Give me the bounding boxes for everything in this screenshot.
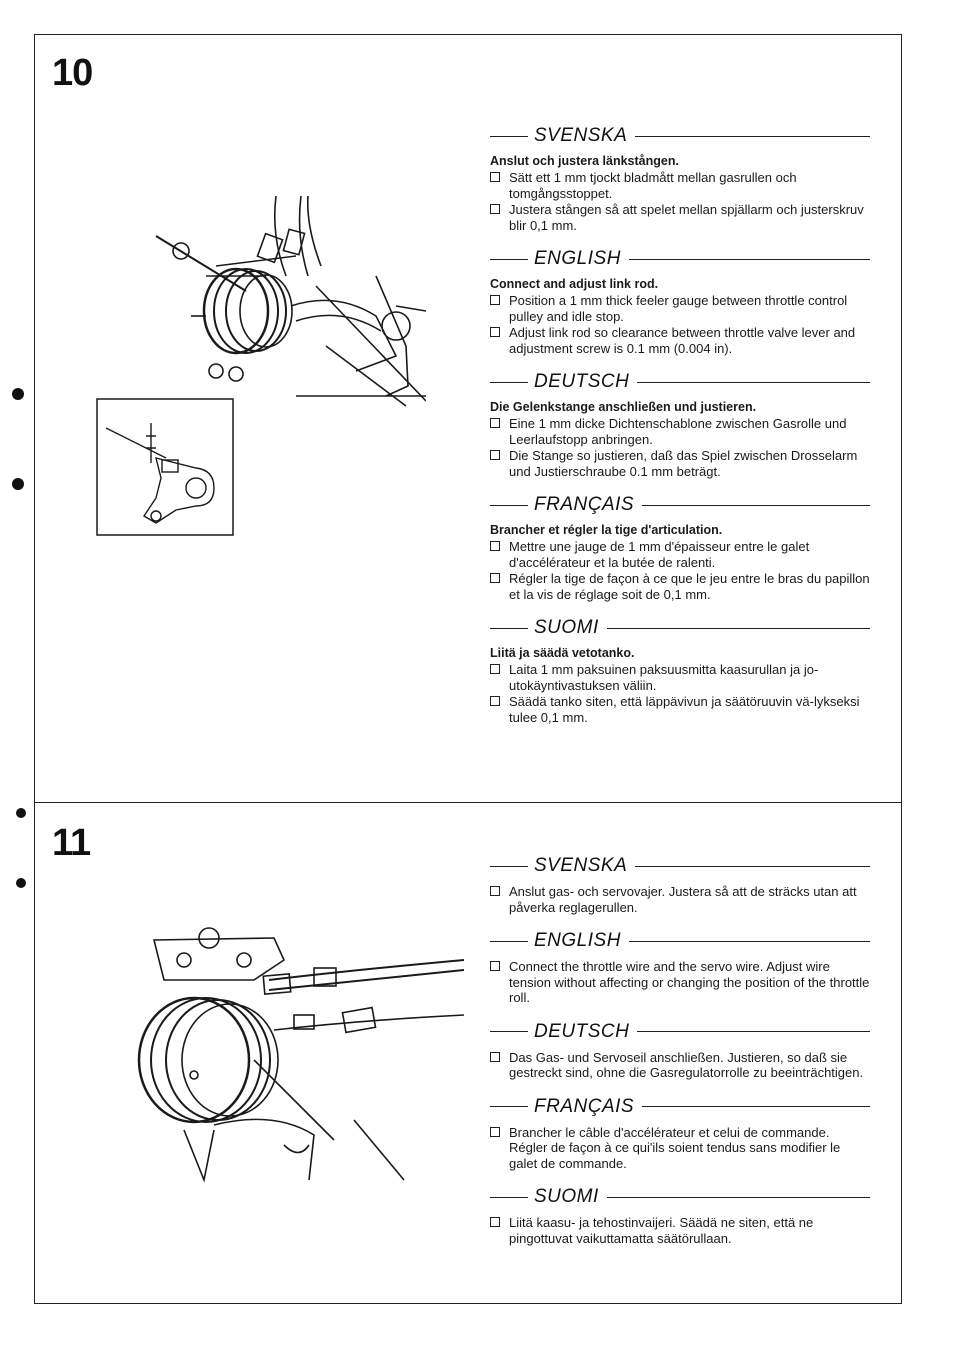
language-header: ENGLISH (490, 247, 870, 271)
checkbox-icon (490, 1217, 500, 1227)
checkbox-icon (490, 886, 500, 896)
section-deutsch (490, 1020, 870, 1081)
section-deutsch (490, 370, 870, 479)
step-divider (34, 802, 902, 803)
checkbox-icon (490, 295, 500, 305)
list-item: Die Stange so justieren, daß das Spiel zwischen Drosselarm und Justierschraube 0.1 mm beträgt. (490, 448, 870, 479)
section-english (490, 247, 870, 356)
list-item: Connect the throttle wire and the servo wire. Adjust wire tension without affecting or changing the position of the throttle roll. (490, 959, 870, 1006)
language-header: SUOMI (490, 1185, 870, 1209)
section-francais (490, 1095, 870, 1172)
language-header: ENGLISH (490, 929, 870, 953)
list-item: Säädä tanko siten, että läppävivun ja säätöruuvin vä-lykseksi tulee 0,1 mm. (490, 694, 870, 725)
list-item: Régler la tige de façon à ce que le jeu entre le bras du papillon et la vis de réglage soit de 0,1 mm. (490, 571, 870, 602)
language-header: FRANÇAIS (490, 1095, 870, 1119)
section-heading: Connect and adjust link rod. (490, 277, 659, 291)
binder-hole-mark (16, 808, 26, 818)
list-item: Adjust link rod so clearance between throttle valve lever and adjustment screw is 0.1 mm (0.004 in). (490, 325, 870, 356)
section-svenska (490, 124, 870, 233)
list-item: Position a 1 mm thick feeler gauge between throttle control pulley and idle stop. (490, 293, 870, 324)
section-heading: Brancher et régler la tige d'articulation. (490, 523, 723, 537)
checkbox-icon (490, 1052, 500, 1062)
section-heading: Liitä ja säädä vetotanko. (490, 646, 635, 660)
checkbox-icon (490, 327, 500, 337)
section-suomi (490, 616, 870, 725)
step10-text-column (490, 124, 870, 739)
language-header: FRANÇAIS (490, 493, 870, 517)
checkbox-icon (490, 204, 500, 214)
detail-inset (96, 398, 236, 538)
binder-hole-mark (12, 388, 24, 400)
language-header: DEUTSCH (490, 370, 870, 394)
list-item: Sätt ett 1 mm tjockt bladmått mellan gasrullen och tomgångsstoppet. (490, 170, 870, 201)
checkbox-icon (490, 418, 500, 428)
list-item: Justera stången så att spelet mellan spjällarm och justerskruv blir 0,1 mm. (490, 202, 870, 233)
step-number: 11 (52, 822, 91, 864)
section-francais (490, 493, 870, 602)
step-number: 10 (52, 52, 93, 94)
list-item: Das Gas- und Servoseil anschließen. Justieren, so daß sie gestreckt sind, ohne die Gasregulatorrolle zu beeinträchtigen. (490, 1050, 870, 1081)
binder-hole-mark (12, 478, 24, 490)
checkbox-icon (490, 961, 500, 971)
language-header: SVENSKA (490, 124, 870, 148)
section-heading: Die Gelenkstange anschließen und justieren. (490, 400, 757, 414)
language-header: SVENSKA (490, 854, 870, 878)
list-item: Eine 1 mm dicke Dichtenschablone zwischen Gasrolle und Leerlaufstopp anbringen. (490, 416, 870, 447)
wire-connection-illustration (134, 920, 464, 1190)
list-item: Mettre une jauge de 1 mm d'épaisseur entre le galet d'accélérateur et la butée de ralenti. (490, 539, 870, 570)
checkbox-icon (490, 664, 500, 674)
step11-text-column (490, 854, 870, 1260)
section-svenska (490, 854, 870, 915)
checkbox-icon (490, 696, 500, 706)
binder-hole-mark (16, 878, 26, 888)
list-item: Anslut gas- och servovajer. Justera så att de sträcks utan att påverka reglagerullen. (490, 884, 870, 915)
section-suomi (490, 1185, 870, 1246)
section-heading: Anslut och justera länkstången. (490, 154, 679, 168)
checkbox-icon (490, 172, 500, 182)
checkbox-icon (490, 1127, 500, 1137)
checkbox-icon (490, 573, 500, 583)
language-header: DEUTSCH (490, 1020, 870, 1044)
language-header: SUOMI (490, 616, 870, 640)
section-english (490, 929, 870, 1006)
list-item: Liitä kaasu- ja tehostinvaijeri. Säädä ne siten, että ne pingottuvat vaikuttamatta säätörullaan. (490, 1215, 870, 1246)
checkbox-icon (490, 541, 500, 551)
list-item: Laita 1 mm paksuinen paksuusmitta kaasurullan ja jo-utokäyntivastuksen väliin. (490, 662, 870, 693)
list-item: Brancher le câble d'accélérateur et celui de commande. Régler de façon à ce qui'ils soient tendus sans modifier le galet de commande. (490, 1125, 870, 1172)
checkbox-icon (490, 450, 500, 460)
